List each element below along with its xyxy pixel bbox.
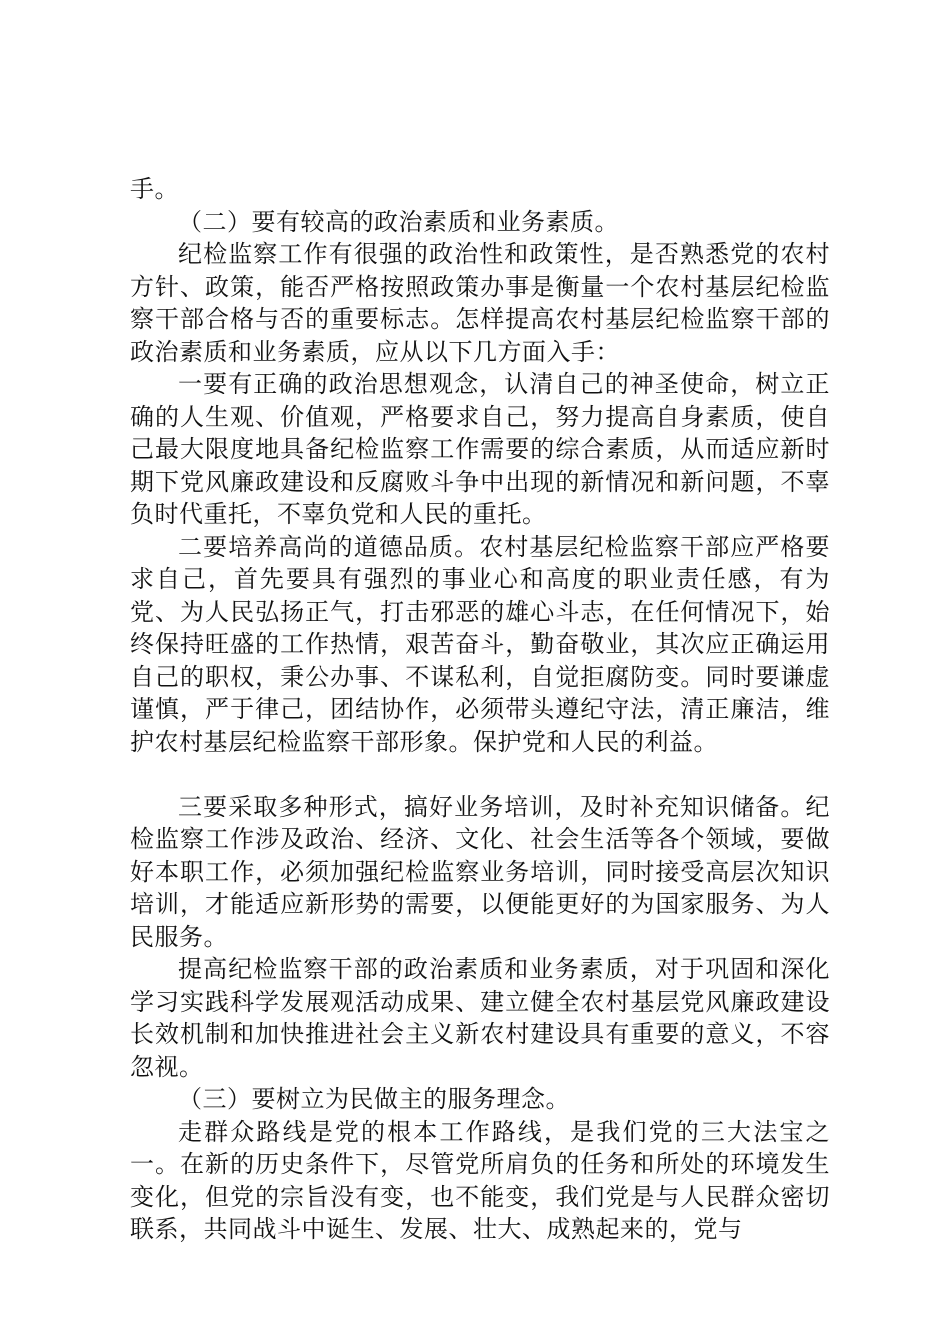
document-body bbox=[130, 173, 830, 1246]
paragraph-point-one: 一要有正确的政治思想观念，认清自己的神圣使命，树立正确的人生观、价值观，严格要求自己，努力提高自身素质，使自己最大限度地具备纪检监察工作需要的综合素质，从而适应新时期下党风廉政建设和反腐败斗争中出现的新情况和新问题，不辜负时代重托，不辜负党和人民的重托。 bbox=[130, 370, 830, 528]
paragraph-political-nature: 纪检监察工作有很强的政治性和政策性，是否熟悉党的农村方针、政策，能否严格按照政策办事是衡量一个农村基层纪检监察干部合格与否的重要标志。怎样提高农村基层纪检监察干部的政治素质和业务素质，应从以下几方面入手： bbox=[130, 240, 830, 366]
blank-line bbox=[130, 758, 830, 791]
paragraph-continuation: 手。 bbox=[130, 175, 179, 203]
paragraph-mass-line: 走群众路线是党的根本工作路线，是我们党的三大法宝之一。在新的历史条件下，尽管党所肩负的任务和所处的环境发生变化，但党的宗旨没有变，也不能变，我们党是与人民群众密切联系，共同战斗中诞生、发展、壮大、成熟起来的，党与 bbox=[130, 1117, 830, 1243]
paragraph-point-two: 二要培养高尚的道德品质。农村基层纪检监察干部应严格要求自己，首先要具有强烈的事业心和高度的职业责任感，有为党、为人民弘扬正气，打击邪恶的雄心斗志，在任何情况下，始终保持旺盛的工作热情，艰苦奋斗，勤奋敬业，其次应正确运用自己的职权，秉公办事、不谋私利，自觉拒腐防变。同时要谦虚谨慎，严于律己，团结协作，必须带头遵纪守法，清正廉洁，维护农村基层纪检监察干部形象。保护党和人民的利益。 bbox=[130, 532, 830, 756]
section-heading-2: （二）要有较高的政治素质和业务素质。 bbox=[178, 207, 619, 236]
paragraph-point-three: 三要采取多种形式，搞好业务培训，及时补充知识储备。纪检监察工作涉及政治、经济、文化、社会生活等各个领域，要做好本职工作，必须加强纪检监察业务培训，同时接受高层次知识培训，才能适应新形势的需要，以便能更好的为国家服务、为人民服务。 bbox=[130, 792, 830, 951]
paragraph-summary: 提高纪检监察干部的政治素质和业务素质，对于巩固和深化学习实践科学发展观活动成果、建立健全农村基层党风廉政建设长效机制和加快推进社会主义新农村建设具有重要的意义，不容忽视。 bbox=[130, 955, 830, 1081]
section-heading-3: （三）要树立为民做主的服务理念。 bbox=[178, 1085, 570, 1113]
